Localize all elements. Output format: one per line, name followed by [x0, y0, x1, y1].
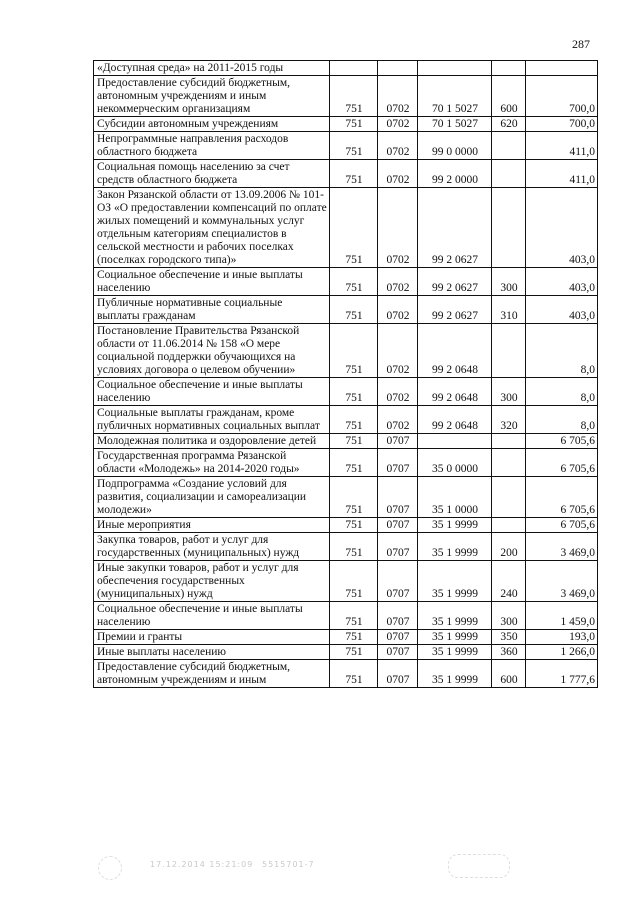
cell-expense-type: 300 [492, 268, 526, 296]
cell-sum: 6 705,6 [526, 477, 598, 518]
cell-target-article: 35 1 9999 [418, 602, 492, 630]
table-row [94, 645, 598, 660]
cell-admin-code: 751 [330, 630, 378, 645]
cell-target-article: 99 2 0648 [418, 378, 492, 406]
cell-section-code: 0702 [378, 160, 418, 188]
cell-name: Государственная программа Рязанской области «Молодежь» на 2014-2020 годы» [94, 449, 330, 477]
budget-table-body [94, 61, 598, 688]
footer-timestamp: 17.12.2014 15:21:09 [150, 860, 254, 869]
table-row [94, 518, 598, 533]
cell-sum: 8,0 [526, 378, 598, 406]
table-row [94, 378, 598, 406]
cell-name: Социальное обеспечение и иные выплаты населению [94, 268, 330, 296]
cell-sum: 6 705,6 [526, 449, 598, 477]
cell-target-article [418, 434, 492, 449]
cell-admin-code: 751 [330, 645, 378, 660]
cell-expense-type [492, 188, 526, 268]
cell-target-article: 70 1 5027 [418, 117, 492, 132]
cell-section-code: 0707 [378, 645, 418, 660]
cell-expense-type [492, 324, 526, 378]
cell-name: Подпрограмма «Создание условий для развития, социализации и самореализации молодежи» [94, 477, 330, 518]
cell-expense-type [492, 449, 526, 477]
table-row [94, 268, 598, 296]
cell-expense-type: 310 [492, 296, 526, 324]
footer-code: 5515701-7 [262, 860, 315, 869]
cell-expense-type [492, 477, 526, 518]
cell-admin-code: 751 [330, 296, 378, 324]
cell-section-code: 0702 [378, 406, 418, 434]
cell-section-code: 0707 [378, 660, 418, 688]
cell-expense-type: 240 [492, 561, 526, 602]
cell-target-article: 35 1 9999 [418, 561, 492, 602]
cell-section-code: 0707 [378, 518, 418, 533]
cell-sum: 3 469,0 [526, 561, 598, 602]
cell-sum: 6 705,6 [526, 434, 598, 449]
table-row [94, 406, 598, 434]
cell-name: «Доступная среда» на 2011-2015 годы [94, 61, 330, 76]
cell-admin-code: 751 [330, 117, 378, 132]
cell-admin-code [330, 61, 378, 76]
cell-expense-type: 600 [492, 76, 526, 117]
page-number: 287 [572, 37, 590, 51]
cell-name: Закон Рязанской области от 13.09.2006 № 101-ОЗ «О предоставлении компенсаций по оплате жилых помещений и коммунальных услуг отдельным категориям специалистов в сельской местности и рабочих поселках (поселках городского типа)» [94, 188, 330, 268]
cell-section-code: 0707 [378, 449, 418, 477]
cell-sum: 1 777,6 [526, 660, 598, 688]
cell-name: Социальное обеспечение и иные выплаты населению [94, 602, 330, 630]
cell-target-article: 35 0 0000 [418, 449, 492, 477]
cell-name: Социальные выплаты гражданам, кроме публичных нормативных социальных выплат [94, 406, 330, 434]
cell-target-article: 35 1 9999 [418, 533, 492, 561]
cell-section-code: 0702 [378, 76, 418, 117]
table-row [94, 602, 598, 630]
cell-expense-type [492, 61, 526, 76]
cell-admin-code: 751 [330, 188, 378, 268]
table-row [94, 160, 598, 188]
cell-admin-code: 751 [330, 477, 378, 518]
cell-target-article: 99 2 0648 [418, 324, 492, 378]
cell-name: Иные мероприятия [94, 518, 330, 533]
table-row [94, 561, 598, 602]
cell-section-code: 0707 [378, 630, 418, 645]
cell-target-article: 35 1 9999 [418, 630, 492, 645]
cell-expense-type: 600 [492, 660, 526, 688]
cell-admin-code: 751 [330, 76, 378, 117]
cell-name: Иные закупки товаров, работ и услуг для обеспечения государственных (муниципальных) нужд [94, 561, 330, 602]
cell-sum: 6 705,6 [526, 518, 598, 533]
table-row [94, 296, 598, 324]
cell-admin-code: 751 [330, 378, 378, 406]
table-row [94, 132, 598, 160]
cell-name: Молодежная политика и оздоровление детей [94, 434, 330, 449]
cell-sum: 8,0 [526, 406, 598, 434]
cell-admin-code: 751 [330, 406, 378, 434]
table-row [94, 660, 598, 688]
cell-name: Постановление Правительства Рязанской области от 11.06.2014 № 158 «О мере социальной поддержки обучающихся на условиях договора о целевом обучении» [94, 324, 330, 378]
cell-admin-code: 751 [330, 268, 378, 296]
cell-admin-code: 751 [330, 660, 378, 688]
table-row [94, 324, 598, 378]
cell-section-code: 0702 [378, 378, 418, 406]
cell-section-code: 0702 [378, 188, 418, 268]
cell-target-article: 35 1 9999 [418, 645, 492, 660]
cell-admin-code: 751 [330, 602, 378, 630]
cell-sum: 403,0 [526, 188, 598, 268]
stamp-mark [98, 856, 122, 880]
cell-section-code: 0707 [378, 477, 418, 518]
cell-name: Предоставление субсидий бюджетным, автономным учреждениям и иным [94, 660, 330, 688]
cell-target-article: 99 2 0000 [418, 160, 492, 188]
cell-target-article: 70 1 5027 [418, 76, 492, 117]
cell-section-code: 0702 [378, 324, 418, 378]
table-row [94, 117, 598, 132]
cell-expense-type: 300 [492, 378, 526, 406]
cell-sum [526, 61, 598, 76]
table-row [94, 533, 598, 561]
table-row [94, 630, 598, 645]
cell-expense-type [492, 132, 526, 160]
cell-section-code: 0702 [378, 117, 418, 132]
cell-admin-code: 751 [330, 132, 378, 160]
cell-sum: 1 266,0 [526, 645, 598, 660]
cell-expense-type [492, 518, 526, 533]
cell-sum: 193,0 [526, 630, 598, 645]
cell-name: Субсидии автономным учреждениям [94, 117, 330, 132]
cell-section-code: 0702 [378, 268, 418, 296]
budget-table [93, 60, 598, 688]
cell-admin-code: 751 [330, 533, 378, 561]
cell-section-code: 0707 [378, 533, 418, 561]
cell-target-article: 99 0 0000 [418, 132, 492, 160]
cell-admin-code: 751 [330, 518, 378, 533]
cell-admin-code: 751 [330, 434, 378, 449]
cell-section-code: 0702 [378, 132, 418, 160]
cell-section-code [378, 61, 418, 76]
cell-name: Непрограммные направления расходов областного бюджета [94, 132, 330, 160]
cell-sum: 3 469,0 [526, 533, 598, 561]
cell-sum: 411,0 [526, 132, 598, 160]
cell-target-article: 35 1 0000 [418, 477, 492, 518]
table-row [94, 434, 598, 449]
table-row [94, 449, 598, 477]
table-row [94, 61, 598, 76]
cell-expense-type: 360 [492, 645, 526, 660]
cell-expense-type: 300 [492, 602, 526, 630]
cell-admin-code: 751 [330, 561, 378, 602]
cell-target-article: 99 2 0648 [418, 406, 492, 434]
cell-target-article: 99 2 0627 [418, 268, 492, 296]
cell-sum: 411,0 [526, 160, 598, 188]
cell-section-code: 0707 [378, 561, 418, 602]
cell-sum: 700,0 [526, 76, 598, 117]
cell-section-code: 0707 [378, 602, 418, 630]
cell-expense-type: 620 [492, 117, 526, 132]
footer [0, 848, 640, 888]
table-row [94, 188, 598, 268]
cell-name: Социальная помощь населению за счет средств областного бюджета [94, 160, 330, 188]
cell-sum: 403,0 [526, 296, 598, 324]
cell-expense-type: 320 [492, 406, 526, 434]
cell-name: Публичные нормативные социальные выплаты гражданам [94, 296, 330, 324]
cell-target-article: 35 1 9999 [418, 518, 492, 533]
cell-name: Премии и гранты [94, 630, 330, 645]
cell-sum: 403,0 [526, 268, 598, 296]
cell-target-article [418, 61, 492, 76]
cell-name: Предоставление субсидий бюджетным, автономным учреждениям и иным некоммерческим организациям [94, 76, 330, 117]
cell-target-article: 99 2 0627 [418, 188, 492, 268]
cell-name: Иные выплаты населению [94, 645, 330, 660]
table-row [94, 76, 598, 117]
cell-admin-code: 751 [330, 449, 378, 477]
cell-section-code: 0702 [378, 296, 418, 324]
cell-section-code: 0707 [378, 434, 418, 449]
cell-expense-type [492, 160, 526, 188]
cell-admin-code: 751 [330, 324, 378, 378]
cell-sum: 700,0 [526, 117, 598, 132]
cell-expense-type: 200 [492, 533, 526, 561]
cell-sum: 8,0 [526, 324, 598, 378]
table-row [94, 477, 598, 518]
cell-target-article: 99 2 0627 [418, 296, 492, 324]
cell-expense-type [492, 434, 526, 449]
cell-target-article: 35 1 9999 [418, 660, 492, 688]
cell-admin-code: 751 [330, 160, 378, 188]
cell-name: Социальное обеспечение и иные выплаты населению [94, 378, 330, 406]
cell-name: Закупка товаров, работ и услуг для государственных (муниципальных) нужд [94, 533, 330, 561]
cell-sum: 1 459,0 [526, 602, 598, 630]
cell-expense-type: 350 [492, 630, 526, 645]
stamp-mark [448, 854, 510, 878]
